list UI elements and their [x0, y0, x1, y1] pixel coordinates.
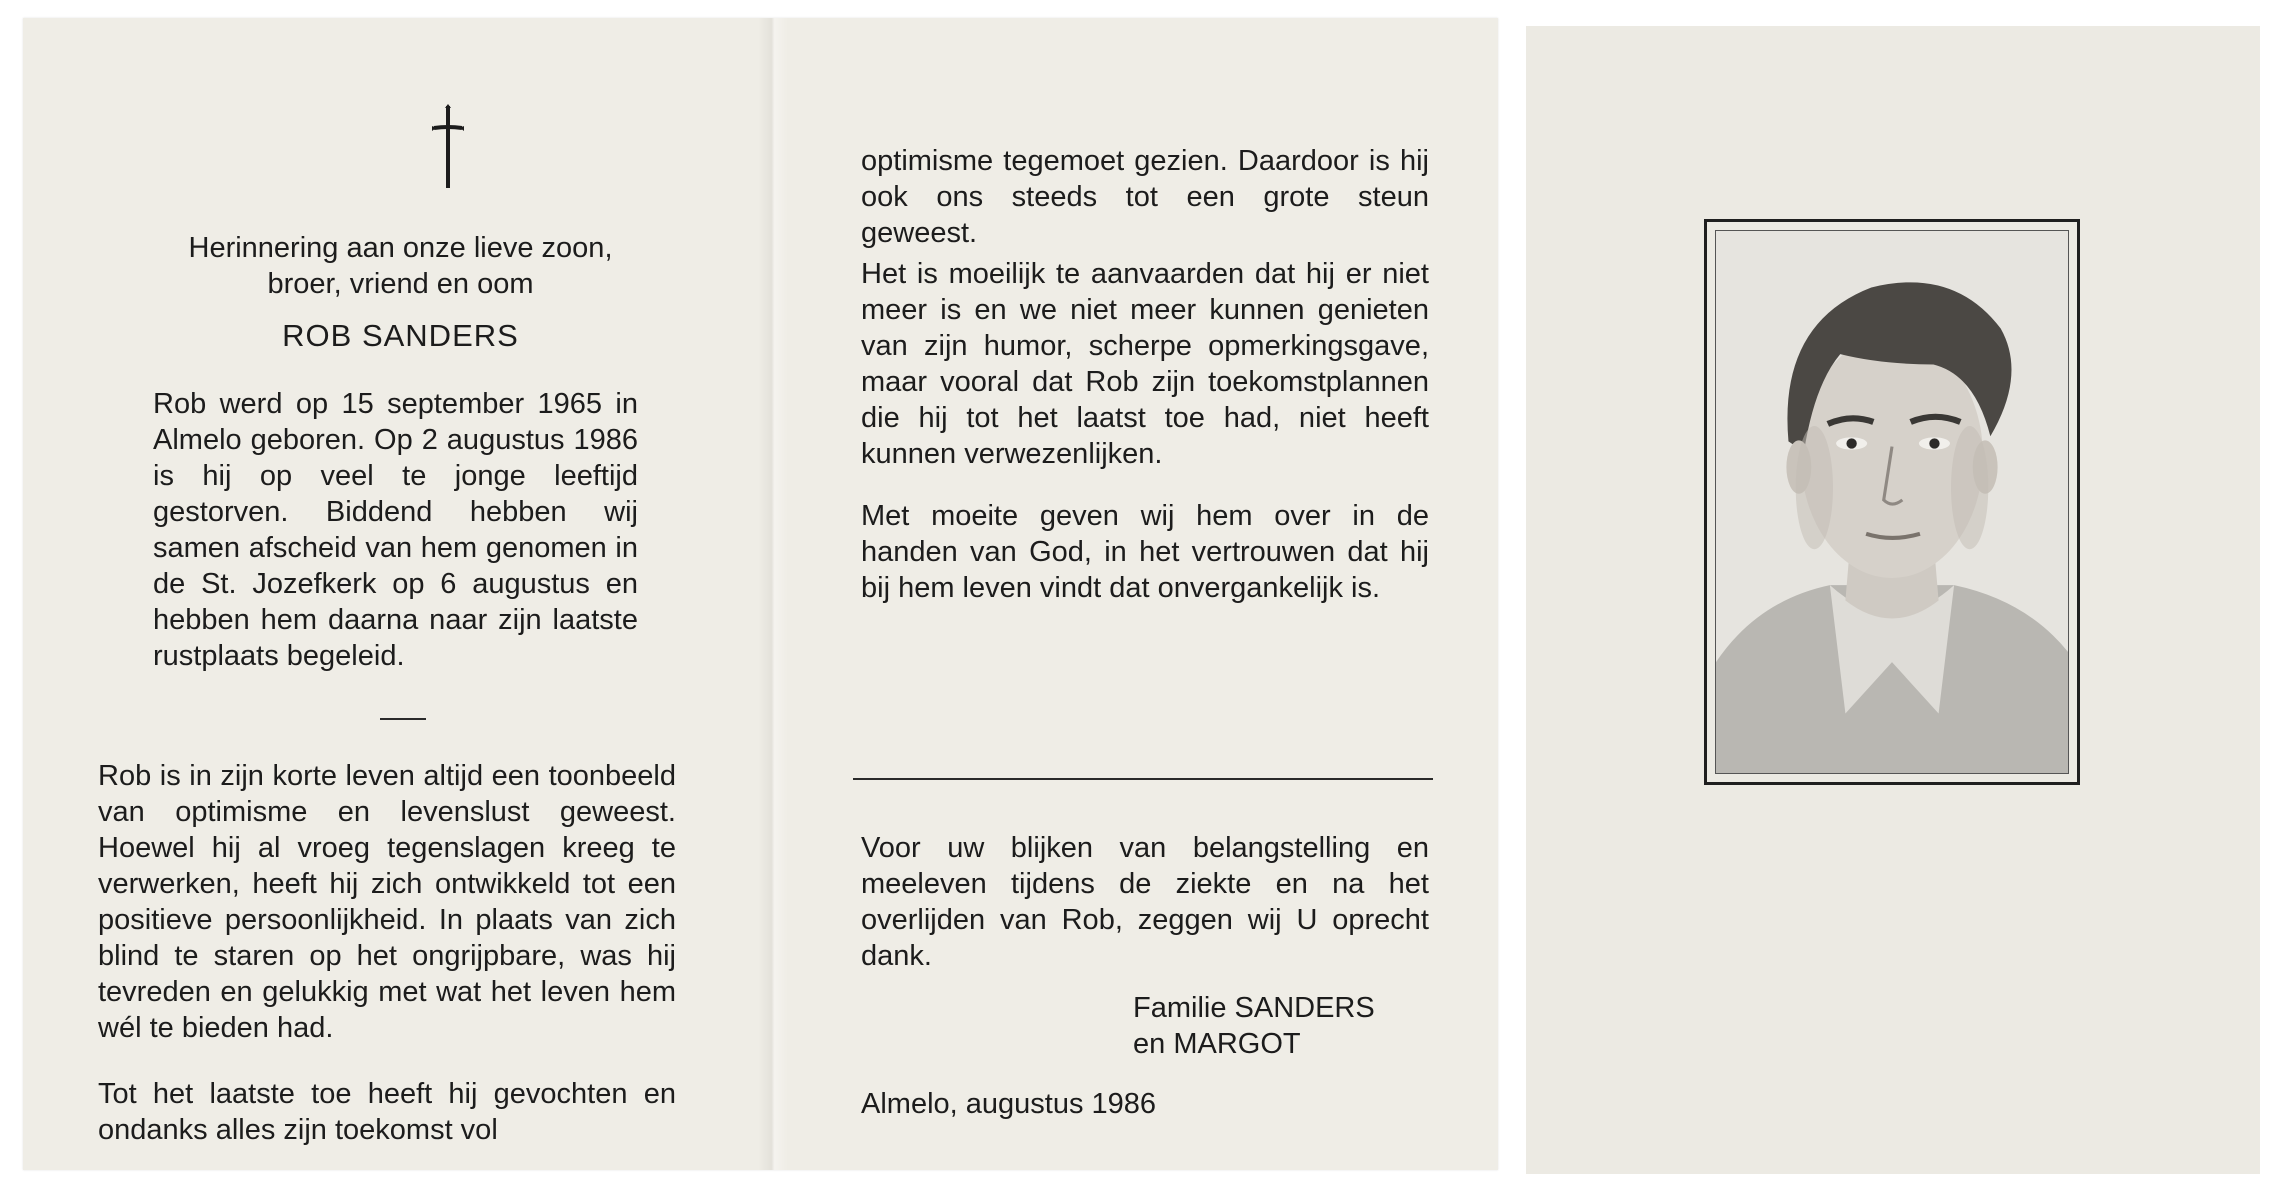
- character-paragraph: Rob is in zijn korte leven altijd een toonbeeld van optimisme en levenslust geweest. Hoewel hij al vroeg tegenslagen kreeg te verwerken, heeft hij zich ontwikkeld tot een positieve persoonlijkheid. In plaats van zich blind te staren op het ongrijpbare, was hij tevreden en gelukkig met wat het leven hem wél te bieden had.: [98, 760, 676, 1044]
- left-panel: [98, 18, 718, 1170]
- section-divider: [380, 718, 426, 720]
- signature-line-2: en MARGOT: [1133, 1028, 1301, 1060]
- loss-paragraph: Het is moeilijk te aanvaarden dat hij er niet meer is en we niet meer kunnen genieten van zijn humor, scherpe opmerkingsgave, maar vooral dat Rob zijn toekomstplannen die hij tot het laatst toe had, niet heeft kunnen verwezenlijken.: [861, 258, 1429, 470]
- horizontal-rule: [853, 778, 1433, 780]
- cross-icon: [428, 104, 468, 190]
- final-paragraph-start: Tot het laatste toe heeft hij gevochten en ondanks alles zijn toekomst vol: [98, 1078, 676, 1146]
- deceased-name: ROB SANDERS: [282, 318, 519, 353]
- memorial-card-front: [1526, 26, 2260, 1174]
- biography-paragraph: Rob werd op 15 september 1965 in Almelo geboren. Op 2 augustus 1986 is hij op veel te jonge leeftijd gestorven. Biddend hebben wij samen afscheid van hem genomen in de St. Jozefkerk op 6 augustus en hebben hem daarna naar zijn laatste rustplaats begeleid.: [153, 388, 638, 672]
- heading-line-2: broer, vriend en oom: [267, 268, 534, 300]
- optimism-paragraph: optimisme tegemoet gezien. Daardoor is hij ook ons steeds tot een grote steun geweest.: [861, 145, 1429, 249]
- heading-line-1: Herinnering aan onze lieve zoon,: [188, 232, 613, 264]
- memorial-heading: [128, 230, 673, 302]
- right-panel: [843, 18, 1443, 1170]
- portrait-photo: [1715, 230, 2069, 774]
- family-signature: [1133, 990, 1433, 1062]
- faith-paragraph: Met moeite geven wij hem over in de handen van God, in het vertrouwen dat hij bij hem leven vindt dat onvergankelijk is.: [861, 500, 1429, 604]
- memorial-card-inside: [23, 18, 1498, 1170]
- place-and-date: Almelo, augustus 1986: [861, 1088, 1157, 1120]
- thanks-paragraph: Voor uw blijken van belangstelling en meeleven tijdens de ziekte en na het overlijden van Rob, zeggen wij U oprecht dank.: [861, 832, 1429, 972]
- signature-line-1: Familie SANDERS: [1133, 992, 1375, 1024]
- photo-frame: [1704, 219, 2080, 785]
- card-fold: [758, 18, 788, 1170]
